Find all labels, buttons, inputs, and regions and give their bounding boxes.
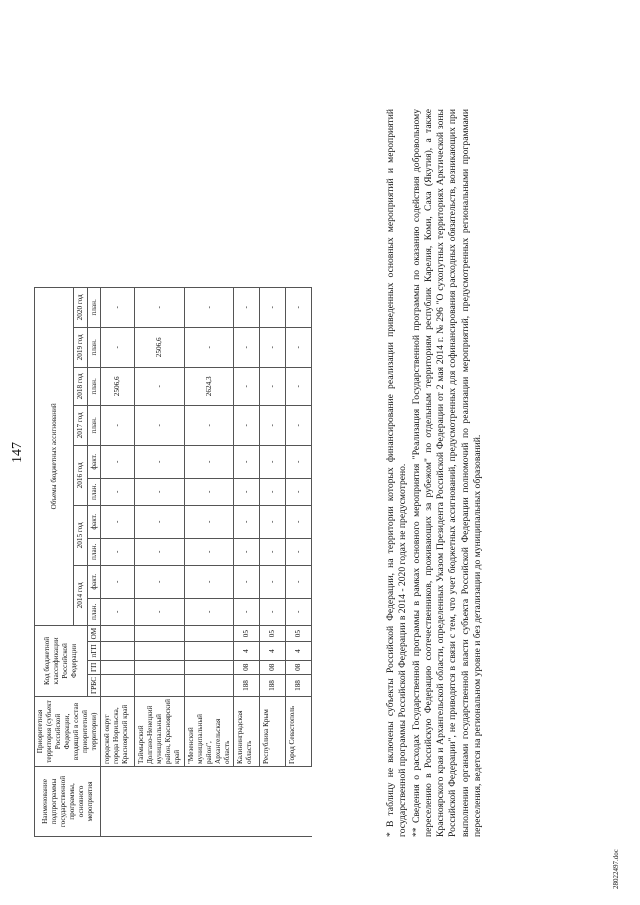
header-plan: план. xyxy=(88,287,101,327)
value-cell: - xyxy=(286,367,312,405)
header-budget: Объемы бюджетных ассигнований xyxy=(35,287,74,625)
value-cell: - xyxy=(185,505,234,538)
value-cell: - xyxy=(234,505,260,538)
header-grbs: ГРБС xyxy=(88,674,101,696)
header-year-2016: 2016 год xyxy=(74,445,88,505)
header-year-2018: 2018 год xyxy=(74,367,88,405)
table-row xyxy=(286,287,312,836)
header-plan: план. xyxy=(88,405,101,445)
value-cell: - xyxy=(234,445,260,478)
table-row xyxy=(234,287,260,836)
header-plan: план. xyxy=(88,598,101,625)
value-cell: - xyxy=(101,405,135,445)
value-cell: - xyxy=(135,367,185,405)
value-cell: - xyxy=(185,565,234,598)
value-cell: - xyxy=(234,367,260,405)
territory-cell: "Мезенский муниципальный район", Архангельская область xyxy=(185,697,234,767)
gp-cell xyxy=(185,660,234,674)
pgp-cell xyxy=(185,642,234,660)
value-cell: - xyxy=(185,445,234,478)
header-plan: план. xyxy=(88,478,101,505)
value-cell: - xyxy=(185,405,234,445)
header-fact: факт. xyxy=(88,505,101,538)
value-cell: - xyxy=(135,478,185,505)
header-kbk: Код бюджетной классификации Российской Федерации xyxy=(35,625,88,696)
value-cell: - xyxy=(234,598,260,625)
grbs-cell xyxy=(101,674,135,696)
gp-cell: 08 xyxy=(234,660,260,674)
table-row xyxy=(260,287,286,836)
value-cell: - xyxy=(234,405,260,445)
territory-cell: Республика Крым xyxy=(260,697,286,767)
value-cell: - xyxy=(135,565,185,598)
value-cell: - xyxy=(135,538,185,565)
value-cell: 2624,3 xyxy=(185,367,234,405)
gp-cell: 08 xyxy=(286,660,312,674)
value-cell: - xyxy=(260,287,286,327)
pgp-cell: 4 xyxy=(234,642,260,660)
header-om: ОМ xyxy=(88,625,101,642)
value-cell: - xyxy=(185,478,234,505)
value-cell: - xyxy=(260,327,286,367)
value-cell: - xyxy=(260,445,286,478)
gp-cell xyxy=(135,660,185,674)
value-cell: - xyxy=(234,565,260,598)
value-cell: - xyxy=(260,538,286,565)
value-cell: - xyxy=(101,565,135,598)
header-plan: план. xyxy=(88,367,101,405)
value-cell: - xyxy=(286,538,312,565)
grbs-cell: 188 xyxy=(286,674,312,696)
value-cell: - xyxy=(234,327,260,367)
value-cell: 2506,6 xyxy=(135,327,185,367)
header-year-2014: 2014 год xyxy=(74,565,88,625)
value-cell: - xyxy=(135,445,185,478)
name-cell xyxy=(101,767,312,837)
value-cell: - xyxy=(286,327,312,367)
om-cell: 05 xyxy=(234,625,260,642)
value-cell: - xyxy=(185,327,234,367)
value-cell: - xyxy=(286,565,312,598)
gp-cell xyxy=(101,660,135,674)
om-cell xyxy=(101,625,135,642)
value-cell: - xyxy=(101,598,135,625)
header-year-2019: 2019 год xyxy=(74,327,88,367)
header-pgp: пГП xyxy=(88,642,101,660)
value-cell: - xyxy=(135,598,185,625)
value-cell: - xyxy=(286,505,312,538)
header-territory: Приоритетная территория (субъект Российской Федерации, входящий в состав приоритетной территории) xyxy=(35,697,101,767)
footnote-2: ** Сведения о расходах Государственной программы в рамках основного мероприятия "Реализация Государственной программы по оказанию содействия добровольному переселению в Российскую Федерацию соотечественников, проживающих за рубежом" по отдельным территориям республик Карелия, Коми, Саха (Якутия), а также Красноярского края и Архангельской области, определенных Указом Президента Российской Федерации от 2 мая 2014 г. № 296 "О сухопутных территориях Арктической зоны Российской Федерации", не приводятся в связи с тем, что учет бюджетных ассигнований, предусмотренных для софинансирования расходных обязательств, возникающих при выполнении органами государственной власти субъекта Российской Федерации полномочий по реализации мероприятий, предусмотренных региональными программами переселения, ведется на региональном уровне и без детализации до муниципальных образований. xyxy=(410,109,483,837)
value-cell: - xyxy=(260,505,286,538)
value-cell: - xyxy=(286,445,312,478)
grbs-cell: 188 xyxy=(260,674,286,696)
om-cell: 05 xyxy=(260,625,286,642)
footnotes xyxy=(385,109,485,837)
header-year-2015: 2015 год xyxy=(74,505,88,565)
value-cell: - xyxy=(185,287,234,327)
territory-cell: Таймырский Долгано-Ненецкий муниципальный район, Красноярский край xyxy=(135,697,185,767)
value-cell: - xyxy=(260,367,286,405)
value-cell: - xyxy=(185,538,234,565)
pgp-cell xyxy=(101,642,135,660)
gp-cell: 08 xyxy=(260,660,286,674)
value-cell: - xyxy=(101,505,135,538)
footnote-1: * В таблицу не включены субъекты Российской Федерации, на территории которых финансирование реализации приведенных основных мероприятий и мероприятий государственной программы Российской Федерации в 2014 - 2020 годах не предусмотрено. xyxy=(385,109,409,837)
value-cell: - xyxy=(286,598,312,625)
om-cell xyxy=(185,625,234,642)
header-name: Наименование подпрограммы государственной программы, основного мероприятия xyxy=(35,767,101,837)
value-cell: - xyxy=(101,445,135,478)
table-row xyxy=(185,287,234,836)
pgp-cell: 4 xyxy=(260,642,286,660)
header-year-2017: 2017 год xyxy=(74,405,88,445)
value-cell: - xyxy=(260,598,286,625)
header-fact: факт. xyxy=(88,445,101,478)
header-fact: факт. xyxy=(88,565,101,598)
table-row xyxy=(101,287,135,836)
om-cell xyxy=(135,625,185,642)
budget-table xyxy=(34,287,312,837)
value-cell: - xyxy=(234,538,260,565)
territory-cell: городской округ города Норильска, Красноярский край xyxy=(101,697,135,767)
territory-cell: Город Севастополь xyxy=(286,697,312,767)
header-plan: план. xyxy=(88,327,101,367)
value-cell: - xyxy=(286,478,312,505)
file-code: 28022497.doc xyxy=(612,849,620,889)
value-cell: - xyxy=(101,287,135,327)
value-cell: - xyxy=(234,287,260,327)
header-gp: ГП xyxy=(88,660,101,674)
page-number: 147 xyxy=(10,442,25,463)
value-cell: - xyxy=(234,478,260,505)
grbs-cell xyxy=(135,674,185,696)
table-row xyxy=(135,287,185,836)
value-cell: 2506,6 xyxy=(101,367,135,405)
value-cell: - xyxy=(135,405,185,445)
value-cell: - xyxy=(101,478,135,505)
pgp-cell xyxy=(135,642,185,660)
value-cell: - xyxy=(286,287,312,327)
value-cell: - xyxy=(101,327,135,367)
om-cell: 05 xyxy=(286,625,312,642)
value-cell: - xyxy=(135,505,185,538)
value-cell: - xyxy=(185,598,234,625)
territory-cell: Калининградская область xyxy=(234,697,260,767)
value-cell: - xyxy=(101,538,135,565)
value-cell: - xyxy=(260,565,286,598)
header-year-2020: 2020 год xyxy=(74,287,88,327)
grbs-cell xyxy=(185,674,234,696)
header-plan: план. xyxy=(88,538,101,565)
grbs-cell: 188 xyxy=(234,674,260,696)
pgp-cell: 4 xyxy=(286,642,312,660)
value-cell: - xyxy=(286,405,312,445)
value-cell: - xyxy=(260,478,286,505)
value-cell: - xyxy=(260,405,286,445)
value-cell: - xyxy=(135,287,185,327)
